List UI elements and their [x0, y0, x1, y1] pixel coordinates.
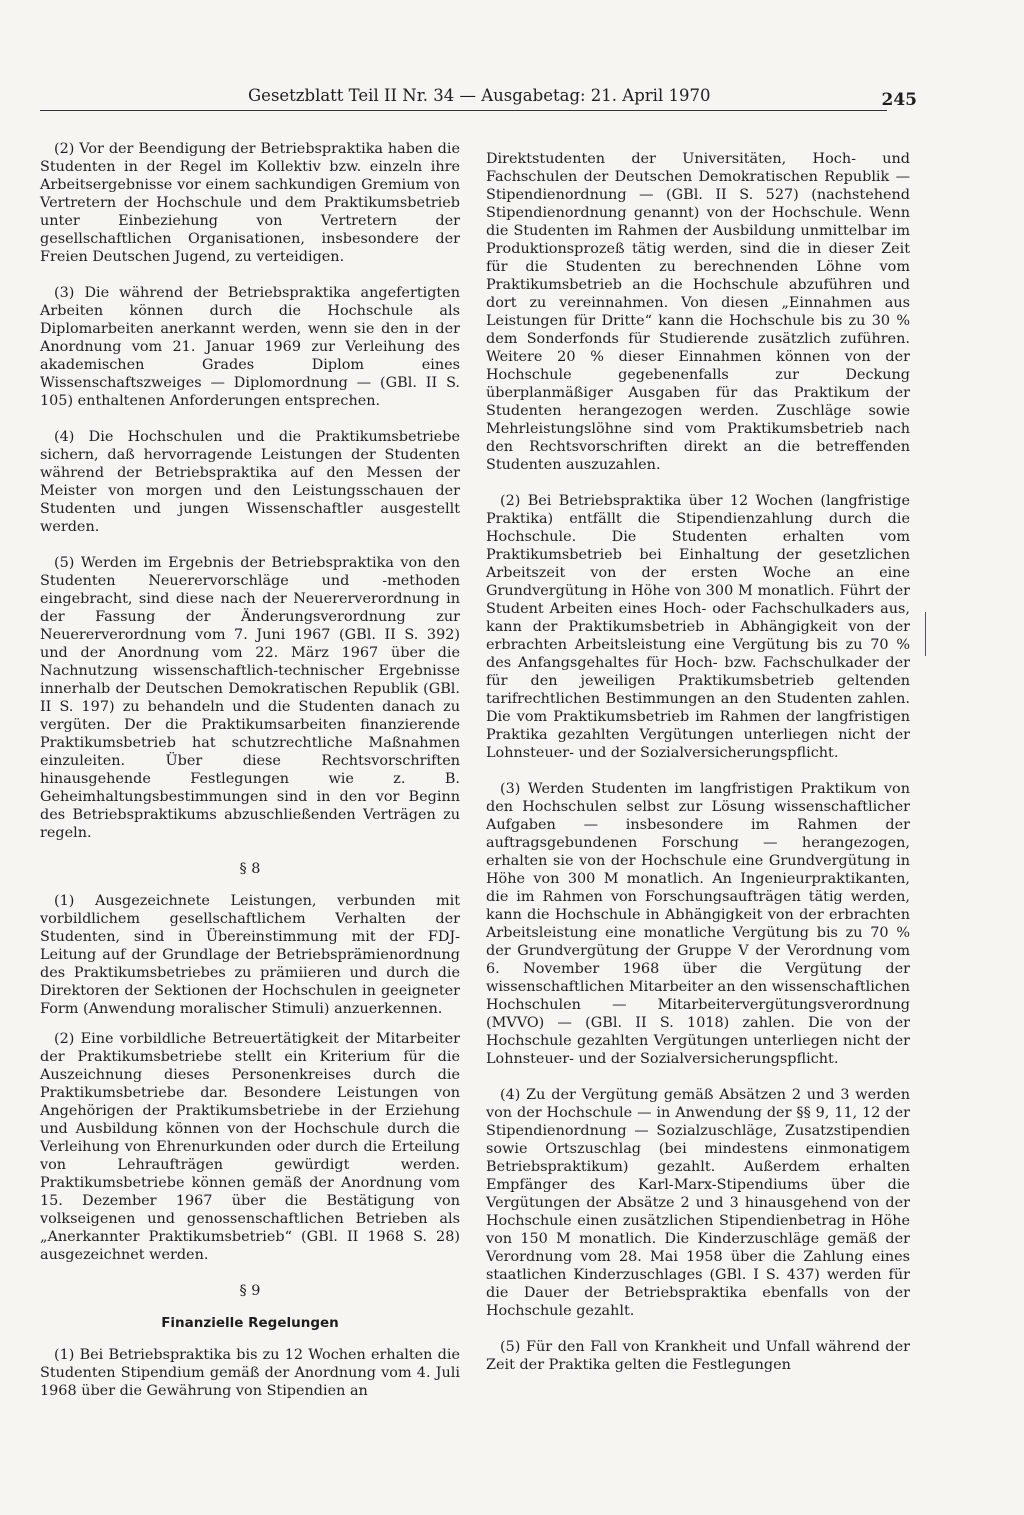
paragraph-8-2: (2) Eine vorbildliche Betreuertätigkeit der Mitarbeiter der Praktikumsbetriebe stellt ein Kriterium für die Auszeichnung dieses Personenkreises durch die Praktikumsbetriebe dar. Besondere Leistungen von Angehörigen der Praktikumsbetriebe in der Erziehung und Ausbildung können von der Hochschule durch die Verleihung von Ehrenurkunden oder durch die Erteilung von Lehraufträgen gewürdigt werden. Praktikumsbetriebe können gemäß der Anordnung vom 15. Dezember 1967 über die Bestätigung von volkseigenen und genossenschaftlichen Betrieben als „Anerkannter Praktikumsbetrieb“ (GBl. II 1968 S. 28) ausgezeichnet werden.: [40, 1031, 460, 1263]
section-9-title: Finanzielle Regelungen: [161, 1315, 339, 1331]
paragraph-9-4: (4) Zu der Vergütung gemäß Absätzen 2 und 3 werden von der Hochschule — in Anwendung der §§ 9, 11, 12 der Stipendienordnung — Sozialzuschläge, Zusatzstipendien sowie Ortszuschlag (bei mindestens einmonatigem Betriebspraktikum) gezahlt. Außerdem erhalten Empfänger des Karl-Marx-Stipendiums über die Vergütungen der Absätze 2 und 3 hinausgehend von der Hochschule einen zusätzlichen Stipendienbetrag in Höhe von 150 M monatlich. Die Kinderzuschläge gemäß der Verordnung vom 28. Mai 1958 über die Zahlung eines staatlichen Kinderzuschlages (GBl. I S. 437) werden für die Dauer der Betriebspraktika ebenfalls von der Hochschule gezahlt.: [486, 1087, 910, 1319]
paragraph-9-1-continued: Direktstudenten der Universitäten, Hoch- und Fachschulen der Deutschen Demokratischen Republik — Stipendienordnung — (GBl. II S. 527) (nachstehend Stipendienordnung genannt) von der Hochschule. Wenn die Studenten im Rahmen der Ausbildung unmittelbar im Produktionsprozeß tätig werden, sind die in dieser Zeit für die Studenten zu berechnenden Löhne vom Praktikumsbetrieb an die Hochschule abzuführen und dort zu vereinnahmen. Von diesen „Einnahmen aus Leistungen für Dritte“ kann die Hochschule bis zu 30 % dem Sonderfonds für Studierende zusätzlich zuführen. Weitere 20 % dieser Einnahmen können von der Hochschule gegebenenfalls zur Deckung überplanmäßiger Ausgaben für das Praktikum der Studenten herangezogen werden. Zuschläge sowie Mehrleistungslöhne sind vom Praktikumsbetrieb nach den Rechtsvorschriften direkt an die betreffenden Studenten auszuzahlen.: [486, 151, 910, 473]
paragraph-9-3: (3) Werden Studenten im langfristigen Praktikum von den Hochschulen selbst zur Lösung wissenschaftlicher Aufgaben — insbesondere im Rahmen der auftragsgebundenen Forschung — herangezogen, erhalten sie von der Hochschule eine Grundvergütung in Höhe von 300 M monatlich. An Ingenieurpraktikanten, die im Rahmen von Forschungsaufträgen tätig werden, kann die Hochschule in Abhängigkeit von der erbrachten Arbeitsleistung eine monatliche Vergütung bis zu 70 % der Grundvergütung der Gruppe V der Verordnung vom 6. November 1968 über die Vergütung der wissenschaftlichen Mitarbeiter an den wissenschaftlichen Hochschulen — Mitarbeitervergütungsverordnung (MVVO) — (GBl. II S. 1018) zahlen. Die von der Hochschule gezahlten Vergütungen unterliegen nicht der Lohnsteuer- und der Sozialversicherungspflicht.: [486, 781, 910, 1067]
section-8-heading: § 8: [239, 861, 261, 877]
paragraph-9-1: (1) Bei Betriebspraktika bis zu 12 Wochen erhalten die Studenten Stipendium gemäß der Anordnung vom 4. Juli 1968 über die Gewährung von Stipendien an: [40, 1347, 460, 1399]
section-9-heading: § 9: [239, 1283, 261, 1299]
paragraph-9-5: (5) Für den Fall von Krankheit und Unfall während der Zeit der Praktika gelten die Festlegungen: [486, 1339, 910, 1373]
right-column: [486, 150, 910, 1392]
header-title: Gesetzblatt Teil II Nr. 34 — Ausgabetag: 21. April 1970: [248, 86, 711, 105]
paragraph-7-5: (5) Werden im Ergebnis der Betriebspraktika von den Studenten Neuerervorschläge und -methoden eingebracht, sind diese nach der Neuererverordnung in der Fassung der Änderungsverordnung zur Neuererverordnung vom 7. Juni 1967 (GBl. II S. 392) und der Anordnung vom 22. März 1967 über die Nachnutzung wissenschaftlich-technischer Ergebnisse innerhalb der Deutschen Demokratischen Republik (GBl. II S. 197) zu behandeln und die Studenten danach zu vergüten. Der die Praktikumsarbeiten finanzierende Praktikumsbetrieb hat schutzrechtliche Maßnahmen einzuleiten. Über diese Rechtsvorschriften hinausgehende Festlegungen wie z. B. Geheimhaltungsbestimmungen sind in den vor Beginn des Betriebspraktikums abzuschließenden Verträgen zu regeln.: [40, 555, 460, 841]
paragraph-7-4: (4) Die Hochschulen und die Praktikumsbetriebe sichern, daß hervorragende Leistungen der Studenten während der Betriebspraktika auf den Messen der Meister von morgen und den Leistungsschauen der Studenten und jungen Wissenschaftler ausgestellt werden.: [40, 429, 460, 535]
page-header: [40, 86, 925, 116]
page-number: 245: [881, 90, 917, 110]
left-column: [40, 140, 460, 1418]
header-rule: [40, 110, 887, 111]
paragraph-7-2: (2) Vor der Beendigung der Betriebspraktika haben die Studenten in der Regel im Kollektiv bzw. einzeln ihre Arbeitsergebnisse vor einem sachkundigen Gremium von Vertretern der Hochschule und dem Praktikumsbetrieb unter Einbeziehung von Vertretern der gesellschaftlichen Organisationen, insbesondere der Freien Deutschen Jugend, zu verteidigen.: [40, 141, 460, 265]
margin-mark: [925, 612, 932, 656]
paragraph-8-1: (1) Ausgezeichnete Leistungen, verbunden mit vorbildlichem gesellschaftlichem Verhalten der Studenten, sind in Übereinstimmung mit der FDJ-Leitung auf der Grundlage der Betriebsprämienordnung des Praktikumsbetriebes zu prämiieren und durch die Direktoren der Sektionen der Hochschulen in geeigneter Form (Anwendung moralischer Stimuli) anzuerkennen.: [40, 893, 460, 1017]
paragraph-9-2: (2) Bei Betriebspraktika über 12 Wochen (langfristige Praktika) entfällt die Stipendienzahlung durch die Hochschule. Die Studenten erhalten vom Praktikumsbetrieb bei Einhaltung der gesetzlichen Arbeitszeit von der ersten Woche an eine Grundvergütung in Höhe von 300 M monatlich. Führt der Student Arbeiten eines Hoch- oder Fachschulkaders aus, kann der Praktikumsbetrieb in Abhängigkeit von der erbrachten Arbeitsleistung eine Vergütung bis zu 70 % des Anfangsgehaltes für Hoch- bzw. Fachschulkader der für den jeweiligen Praktikumsbetrieb geltenden tarifrechtlichen Bestimmungen an den Studenten zahlen. Die vom Praktikumsbetrieb im Rahmen der langfristigen Praktika gezahlten Vergütungen unterliegen nicht der Lohnsteuer- und der Sozialversicherungspflicht.: [486, 493, 910, 761]
paragraph-7-3: (3) Die während der Betriebspraktika angefertigten Arbeiten können durch die Hochschule als Diplomarbeiten anerkannt werden, wenn sie den in der Anordnung vom 21. Januar 1969 zur Verleihung des akademischen Grades Diplom eines Wissenschaftszweiges — Diplomordnung — (GBl. II S. 105) enthaltenen Anforderungen entsprechen.: [40, 285, 460, 409]
